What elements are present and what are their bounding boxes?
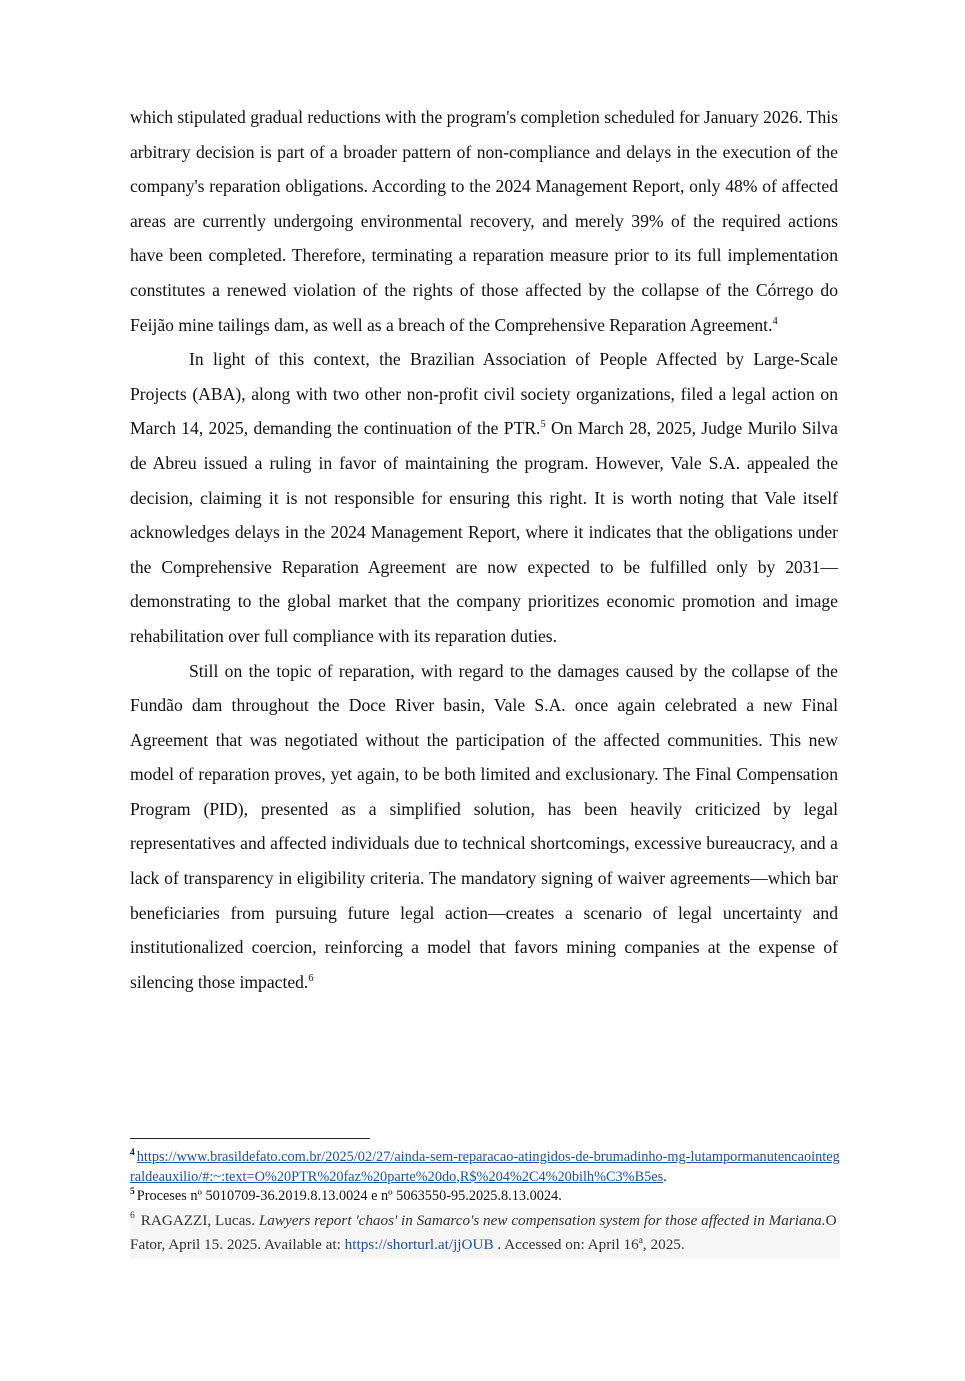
footnote-5-text: Proceses nº 5010709-36.2019.8.13.0024 e nº 5063550-95.2025.8.13.0024. bbox=[136, 1188, 562, 1204]
paragraph-2-text-b: On March 28, 2025, Judge Murilo Silva de Abreu issued a ruling in favor of maintaining the program. However, Vale S.A. appealed the decision, claiming it is not responsible for ensuring this right. It is worth noting that Vale itself acknowledges delays in the 2024 Management Report, where it indicates that the obligations under the Comprehensive Reparation Agreement are now expected to be fulfilled only by 2031—demonstrating to the global market that the company prioritizes economic promotion and image rehabilitation over full compliance with its reparation duties. bbox=[130, 418, 838, 646]
footnote-6-title: Lawyers report 'chaos' in Samarco's new compensation system for those affected in Mariana. bbox=[258, 1211, 826, 1229]
footnote-4-period: . bbox=[663, 1168, 667, 1185]
paragraph-1-text: which stipulated gradual reductions with the program's completion scheduled for January 2026. This arbitrary decision is part of a broader pattern of non-compliance and delays in the execution of the company's reparation obligations. According to the 2024 Management Report, only 48% of affected areas are currently undergoing environmental recovery, and merely 39% of the required actions have been completed. Therefore, terminating a reparation measure prior to its full implementation constitutes a renewed violation of the rights of those affected by the collapse of the Córrego do Feijão mine tailings dam, as well as a breach of the Comprehensive Reparation Agreement. bbox=[130, 107, 838, 335]
body-text bbox=[130, 100, 838, 999]
footnote-6-year: , 2025. bbox=[642, 1235, 685, 1253]
footnote-5-mark: 5 bbox=[130, 1187, 135, 1198]
footnote-6-source: O Fator, April 15. 2025. Available at: bbox=[130, 1211, 837, 1253]
footnote-6-author: RAGAZZI, Lucas. bbox=[140, 1211, 256, 1229]
paragraph-3 bbox=[130, 654, 838, 1000]
footnote-ref-5[interactable]: 5 bbox=[540, 419, 546, 431]
footnote-ref-4[interactable]: 4 bbox=[772, 315, 778, 327]
footnote-6-accessed: . Accessed on: April 16 bbox=[497, 1235, 639, 1253]
paragraph-3-text: Still on the topic of reparation, with regard to the damages caused by the collapse of the Fundão dam throughout the Doce River basin, Vale S.A. once again celebrated a new Final Agreement that was negotiated without the participation of the affected communities. This new model of reparation proves, yet again, to be both limited and exclusionary. The Final Compensation Program (PID), presented as a simplified solution, has been heavily criticized by legal representatives and affected individuals due to technical shortcomings, excessive bureaucracy, and a lack of transparency in eligibility criteria. The mandatory signing of waiver agreements—which bar beneficiaries from pursuing future legal action—creates a scenario of legal uncertainty and institutionalized coercion, reinforcing a model that favors mining companies at the expense of silencing those impacted. bbox=[130, 660, 838, 992]
footnote-4 bbox=[130, 1148, 840, 1187]
footnote-6-mark: 6 bbox=[130, 1211, 135, 1222]
footnote-ref-6[interactable]: 6 bbox=[308, 972, 314, 984]
footnote-5 bbox=[130, 1187, 840, 1207]
footnote-separator bbox=[130, 1138, 370, 1139]
footnote-6 bbox=[130, 1208, 840, 1259]
footnote-4-mark: 4 bbox=[130, 1148, 135, 1159]
footnote-4-link[interactable]: https://www.brasildefato.com.br/2025/02/27/ainda-sem-reparacao-atingidos-de-brumadinho-mg-lutampormanutencaointegraldeauxilio/#:~:text=O%20PTR%20faz%20parte%20do,R$%204%2C4%20bilh%C3%B5es bbox=[130, 1149, 840, 1185]
footnotes bbox=[130, 1148, 840, 1259]
paragraph-2-text-a: In light of this context, the Brazilian Association of People Affected by Large-Scale Projects (ABA), along with two other non-profit civil society organizations, filed a legal action on March 14, 2025, demanding the continuation of the PTR. bbox=[130, 349, 838, 439]
footnote-6-ordinal: a bbox=[638, 1235, 643, 1246]
paragraph-2 bbox=[130, 342, 838, 653]
paragraph-1 bbox=[130, 100, 838, 342]
footnote-6-link[interactable]: https://shorturl.at/jjOUB bbox=[344, 1235, 494, 1253]
